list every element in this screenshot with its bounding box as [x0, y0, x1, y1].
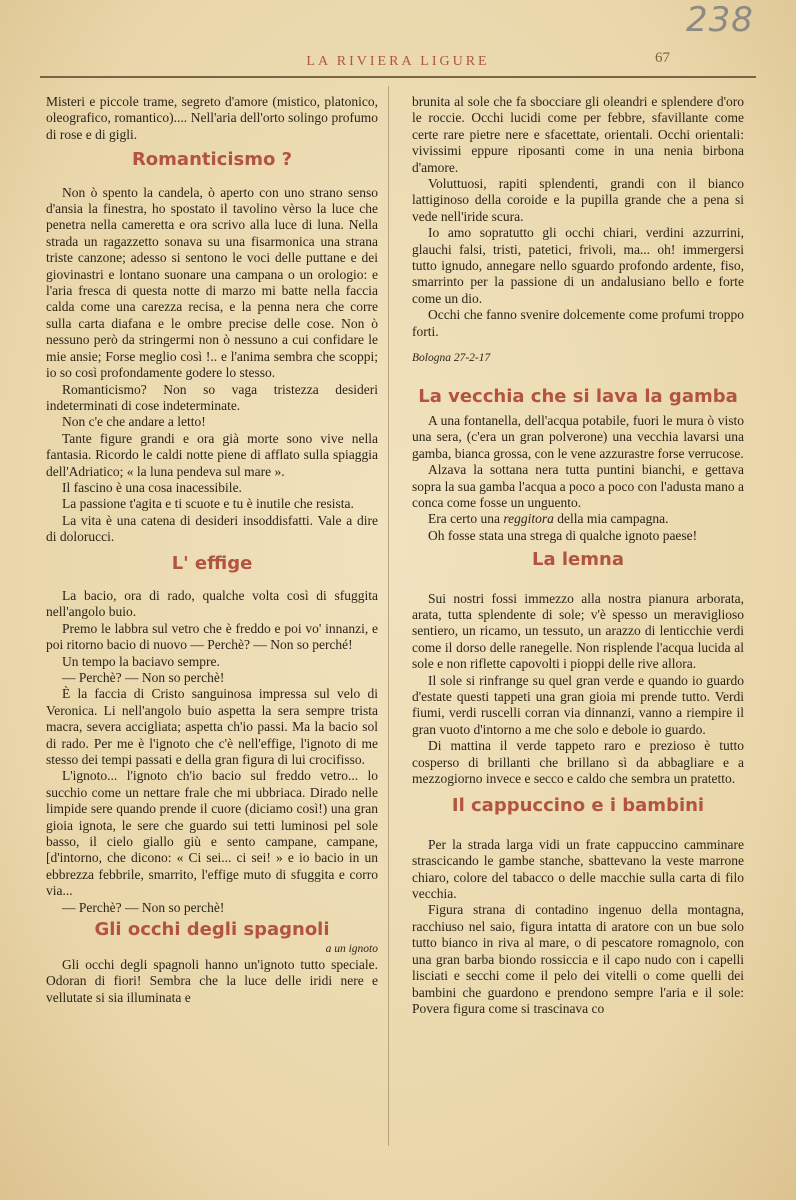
paragraph: — Perchè? — Non so perchè! [62, 899, 225, 915]
paragraph: L'ignoto... l'ignoto ch'io bacio sul freddo vetro... lo succhio come un nettare frale che mi ubbriaca. Dirado nelle limpide sere quando prende il cuore (diciamo così!) una gran gioia ignota, le sere che guardo sui tetti luminosi pel sole basso, il cielo giallo giù e sento campane, campane, [d'intorno, che dicono: « Ci sei... ci sei! » e io bacio in un ebbrezza febbrile, smarrito, l'effige muto di sfuggita e corro via... [46, 768, 378, 899]
right-column [412, 94, 744, 1017]
section-title-occhi: Gli occhi degli spagnoli [94, 919, 330, 941]
dateline: Bologna 27-2-17 [412, 352, 491, 365]
paragraph: — Perchè? — Non so perchè! [62, 670, 225, 685]
paragraph [412, 511, 744, 527]
paragraph: Io amo sopratutto gli occhi chiari, verdini azzurrini, glauchi falsi, tristi, patetici, frivoli, ma... oh! immergersi tutto ignudo, annegare nello sguardo profondo ardente, fiso, smarrinto per la passione di un andalusiano bello e forte come un dio. [412, 225, 744, 306]
running-title: LA RIVIERA LIGURE [306, 54, 490, 69]
paragraph: Di mattina il verde tappeto raro e prezioso è tutto cosperso di brillanti che brillano sì da abbagliare e a mezzogiorno invece e secco e caldo che sembra un pratetto. [412, 738, 744, 787]
paragraph: brunita al sole che fa sbocciare gli oleandri e splendere d'oro le roccie. Occhi lucidi come per febbre, sfavillante come certe rare pietre nere e sfacettate, orientali. Occhi orientali: vivissimi eppure riposanti come in una nenia birbona d'amore. [412, 94, 744, 175]
paragraph: Oh fosse stata una strega di qualche ignoto paese! [428, 527, 698, 543]
archive-number: 238 [686, 0, 754, 40]
paragraph: Romanticismo? Non so vaga tristezza desideri indeterminati di cose indeterminate. [46, 381, 378, 413]
dedication: a un ignoto [325, 942, 378, 955]
paragraph: Tante figure grandi e ora già morte sono vive nella fantasia. Ricordo le caldi notte piene di afflato sulla spiaggia dell'Adriatico; « la luna pendeva sul mare ». [46, 430, 378, 479]
section-title-lemna: La lemna [532, 549, 624, 571]
paragraph: Alzava la sottana nera tutta puntini bianchi, e gettava sopra la sua gamba l'acqua a poco a poco con l'adusta mano a conca come fosse un unguento. [412, 462, 744, 510]
paragraph: Il sole si rinfrange su quel gran verde e quando io guardo d'estate questi tappeti una gran gioia mi prende tutto. Verdi fiumi, verdi ruscelli corran via dinnanzi, vanno a riempire il gran vuoto d'intorno a me che solo e debole io guardo. [412, 672, 744, 737]
paragraph: Per la strada larga vidi un frate cappuccino camminare strascicando le gambe stanche, sbattevano la veste marrone chiaro, colore del tabacco o delle macchie sulla carta di filo vecchia. [412, 836, 744, 902]
paragraph: Il fascino è una cosa inacessibile. [62, 479, 242, 495]
header-rule [40, 76, 756, 78]
page-number: 67 [655, 50, 670, 66]
text-fragment: Era certo una [428, 511, 504, 527]
paragraph: Sui nostri fossi immezzo alla nostra pianura arborata, arata, tutta splendente di sole; v'è spesso un meraviglioso sentiero, un ricamo, un tessuto, un arazzo di lenticchie verdi come il dorso delle ranegelle. Non risplende l'acqua lucida al sole e non riflette capovolti i pioppi delle rive allora. [412, 590, 744, 672]
paragraph: Un tempo la baciavo sempre. [62, 653, 220, 669]
paragraph: È la faccia di Cristo sanguinosa impressa sul velo di Veronica. Li nell'angolo buio aspetta la sera sempre trista macra, severa accigliata; aspetta ch'io passi. Ma la bacio sol di rado. Per me è l'ignoto che c'è nell'effige, l'ignoto di me stesso dei tempi passati e della gran figura di lui crocifisso. [46, 686, 378, 768]
text-fragment: della mia campagna. [553, 511, 669, 527]
paragraph: Premo le labbra sul vetro che è freddo e poi vo' innanzi, e poi ritorno bacio di nuovo — Perchè? — Non so perché! [46, 620, 378, 653]
paragraph: Non ò spento la candela, ò aperto con uno strano senso d'ansia la finestra, ho spostato il tavolino vèrso la luce che penetra nella cameretta e ora scrivo alla luce di luna. Nella strada un ragazzetto sonava su una fisarmonica una strana triste canzone; adesso si sentono le voci delle puttane e dei giovinastri e lontano suonare una campana o un orologio: e l'aria fresca di questa notte di marzo mi batte nella faccia calda come una carezza recisa, e la penna nera che corre sulla carta diafana e le ombre precise delle cose. Non ò nessuno però da stringermi non ò nessuno a cui confidare le mie ansie; Forse meglio così !.. e l'anima sembra che scoppi; io so così profondamente godere lo stesso. [46, 184, 378, 381]
paragraph: La passione t'agita e ti scuote e tu è inutile che resista. [62, 496, 354, 512]
paragraph: Occhi che fanno svenire dolcemente come profumi troppo forti. [412, 307, 744, 339]
paragraph: La vita è una catena di desideri insoddisfatti. Vale a dire di dolorucci. [46, 512, 378, 545]
section-title-romanticismo: Romanticismo ? [131, 149, 293, 171]
paragraph: La bacio, ora di rado, qualche volta così di sfuggita nell'angolo buio. [46, 587, 378, 620]
section-title-cappuccino: Il cappuccino e i bambini [451, 795, 705, 817]
paragraph: A una fontanella, dell'acqua potabile, fuori le mura ò visto una sera, (c'era un gran polverone) una vecchia lavarsi una gamba, bianca grossa, con le vene azzurastre forse verrucose. [412, 412, 744, 461]
paragraph: Figura strana di contadino ingenuo della montagna, racchiuso nel saio, figura intatta di aratore con un bue solo tutto bianco in riva al mare, o di pescatore romagnolo, con una gran barba biondo rossiccia e il capo nudo con i capelli lisciati e secchi come il pelo dei vitelli o come quelli dei bambini che guardono e prendono sempre l'aria e il sole: Povera figura come si trascinava co [412, 902, 744, 1016]
column-divider [388, 86, 389, 1146]
left-column [46, 94, 378, 1006]
paragraph: Gli occhi degli spagnoli hanno un'ignoto tutto speciale. Odoran di fiori! Sembra che la luce delle iridi nere e vellutate si sia illuminata e [46, 956, 378, 1005]
paragraph: Voluttuosi, rapiti splendenti, grandi con il bianco lattiginoso della coroide e la pupilla grande che a pena si vede nell'iride scura. [412, 176, 744, 224]
section-title-effige: L' effige [171, 552, 253, 574]
intro-paragraph: Misteri e piccole trame, segreto d'amore (mistico, platonico, oleografico, romantico).... Nell'aria dell'orto solingo profumo di rose e di gigli. [46, 94, 378, 142]
section-title-vecchia: La vecchia che si lava la gamba [418, 385, 738, 407]
paragraph: Non c'e che andare a letto! [62, 414, 206, 430]
italic-word: reggitora [503, 511, 554, 527]
